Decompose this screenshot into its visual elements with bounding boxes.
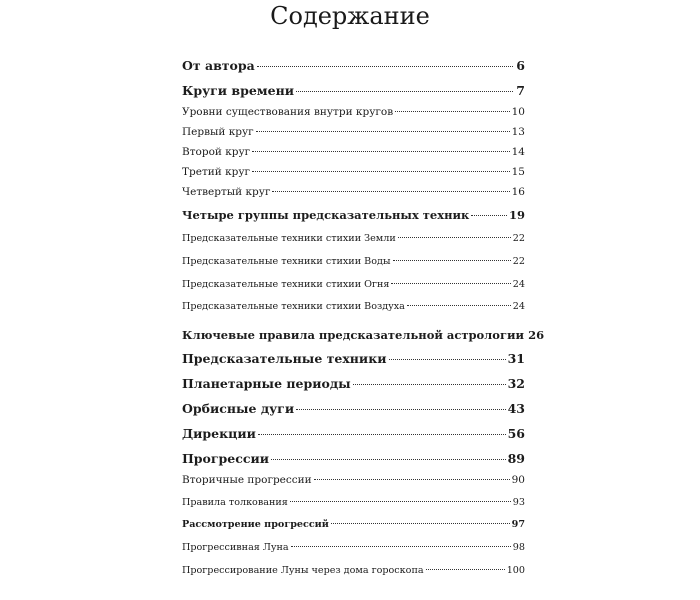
toc-entry-orbisnye-dugi[interactable] bbox=[182, 401, 525, 416]
toc-entry-vtoroi-krug[interactable] bbox=[182, 146, 525, 158]
dot-leader bbox=[271, 459, 506, 460]
toc-entry-label: Круги времени bbox=[182, 83, 295, 98]
dot-leader bbox=[314, 479, 510, 480]
toc-entry-page: 15 bbox=[511, 166, 525, 178]
toc-entry-page: 22 bbox=[512, 233, 525, 244]
toc-entry-label: Дирекции bbox=[182, 426, 256, 441]
toc-entry-label: Рассмотрение прогрессий bbox=[182, 519, 329, 530]
toc-entry-direkcii[interactable] bbox=[182, 426, 525, 441]
toc-entry-klyuchevye-pravila[interactable] bbox=[182, 328, 545, 342]
toc-entry-page: 56 bbox=[507, 426, 525, 441]
toc-entry-zemlya[interactable] bbox=[182, 233, 525, 244]
toc-entry-page: 100 bbox=[506, 565, 525, 576]
toc-entry-label: Уровни существования внутри кругов bbox=[182, 106, 394, 118]
toc-entry-label: Планетарные периоды bbox=[182, 376, 351, 391]
toc-entry-progressivnaya-luna[interactable] bbox=[182, 542, 525, 553]
toc-entry-planetarnye-periody[interactable] bbox=[182, 376, 525, 391]
dot-leader bbox=[252, 171, 510, 172]
toc-entry-page: 24 bbox=[512, 279, 525, 290]
toc-entry-label: Предсказательные техники стихии Огня bbox=[182, 279, 390, 290]
toc-entry-page: 97 bbox=[511, 519, 525, 530]
toc-entry-chetyre-gruppy[interactable] bbox=[182, 208, 525, 222]
toc-entry-predskazatelnye-tehniki[interactable] bbox=[182, 351, 525, 366]
toc-entry-page: 22 bbox=[512, 256, 525, 267]
toc-entry-page: 19 bbox=[508, 208, 525, 222]
toc-entry-ogon[interactable] bbox=[182, 279, 525, 290]
toc-entry-page: 31 bbox=[507, 351, 525, 366]
toc-entry-label: Прогрессии bbox=[182, 451, 269, 466]
toc-entry-label: Предсказательные техники стихии Земли bbox=[182, 233, 396, 244]
dot-leader bbox=[391, 283, 510, 284]
dot-leader bbox=[398, 237, 511, 238]
toc-entry-chetvertyi-krug[interactable] bbox=[182, 186, 525, 198]
dot-leader bbox=[290, 501, 511, 502]
toc-entry-label: Вторичные прогрессии bbox=[182, 474, 312, 486]
dot-leader bbox=[426, 569, 505, 570]
toc-entry-pravila-tolkovaniya[interactable] bbox=[182, 497, 525, 508]
dot-leader bbox=[389, 359, 506, 360]
toc-entry-pervyi-krug[interactable] bbox=[182, 126, 525, 138]
toc-entry-page: 7 bbox=[516, 83, 525, 98]
toc-entry-label: Предсказательные техники bbox=[182, 351, 387, 366]
toc-entry-page: 32 bbox=[507, 376, 525, 391]
toc-entry-page: 93 bbox=[512, 497, 525, 508]
toc-entry-label: Четвертый круг bbox=[182, 186, 271, 198]
toc-entry-page: 90 bbox=[511, 474, 525, 486]
dot-leader bbox=[258, 434, 506, 435]
dot-leader bbox=[272, 191, 509, 192]
toc-entry-page: 26 bbox=[528, 328, 545, 342]
dot-leader bbox=[252, 151, 509, 152]
toc-entry-label: Предсказательные техники стихии Воздуха bbox=[182, 301, 405, 312]
dot-leader bbox=[256, 131, 510, 132]
toc-entry-label: Прогрессирование Луны через дома гороскопа bbox=[182, 565, 424, 576]
toc-entry-page: 16 bbox=[511, 186, 525, 198]
dot-leader bbox=[393, 260, 511, 261]
toc-entry-rassmotrenie[interactable] bbox=[182, 519, 525, 530]
toc-entry-page: 10 bbox=[511, 106, 525, 118]
toc-entry-voda[interactable] bbox=[182, 256, 525, 267]
toc-entry-label: Прогрессивная Луна bbox=[182, 542, 289, 553]
dot-leader bbox=[296, 91, 513, 92]
page-title: Содержание bbox=[270, 2, 430, 30]
toc-entry-page: 89 bbox=[507, 451, 525, 466]
dot-leader bbox=[407, 305, 511, 306]
toc-entry-label: Четыре группы предсказательных техник bbox=[182, 208, 470, 222]
toc-entry-label: Ключевые правила предсказательной астрологии bbox=[182, 328, 525, 342]
toc-entry-label: Правила толкования bbox=[182, 497, 288, 508]
toc-entry-label: Третий круг bbox=[182, 166, 251, 178]
dot-leader bbox=[471, 215, 507, 216]
toc-entry-page: 6 bbox=[516, 58, 525, 73]
toc-entry-urovni[interactable] bbox=[182, 106, 525, 118]
dot-leader bbox=[296, 409, 505, 410]
dot-leader bbox=[331, 523, 510, 524]
toc-entry-page: 24 bbox=[512, 301, 525, 312]
toc-entry-ot-avtora[interactable] bbox=[182, 58, 525, 73]
toc-entry-label: Первый круг bbox=[182, 126, 254, 138]
dot-leader bbox=[257, 66, 513, 67]
toc-entry-page: 13 bbox=[511, 126, 525, 138]
toc-entry-label: Орбисные дуги bbox=[182, 401, 295, 416]
dot-leader bbox=[291, 546, 511, 547]
dot-leader bbox=[353, 384, 506, 385]
toc-entry-page: 14 bbox=[511, 146, 525, 158]
toc-entry-page: 43 bbox=[507, 401, 525, 416]
toc-entry-vtorichnye-progressii[interactable] bbox=[182, 474, 525, 486]
toc-entry-label: Второй круг bbox=[182, 146, 251, 158]
toc-entry-page: 98 bbox=[512, 542, 525, 553]
dot-leader bbox=[395, 111, 510, 112]
toc-entry-tretii-krug[interactable] bbox=[182, 166, 525, 178]
toc-entry-progressirovanie-luny[interactable] bbox=[182, 565, 525, 576]
toc-entry-vozduh[interactable] bbox=[182, 301, 525, 312]
toc-entry-progressii[interactable] bbox=[182, 451, 525, 466]
toc-entry-krugi-vremeni[interactable] bbox=[182, 83, 525, 98]
toc-entry-label: От автора bbox=[182, 58, 255, 73]
toc-entry-label: Предсказательные техники стихии Воды bbox=[182, 256, 391, 267]
